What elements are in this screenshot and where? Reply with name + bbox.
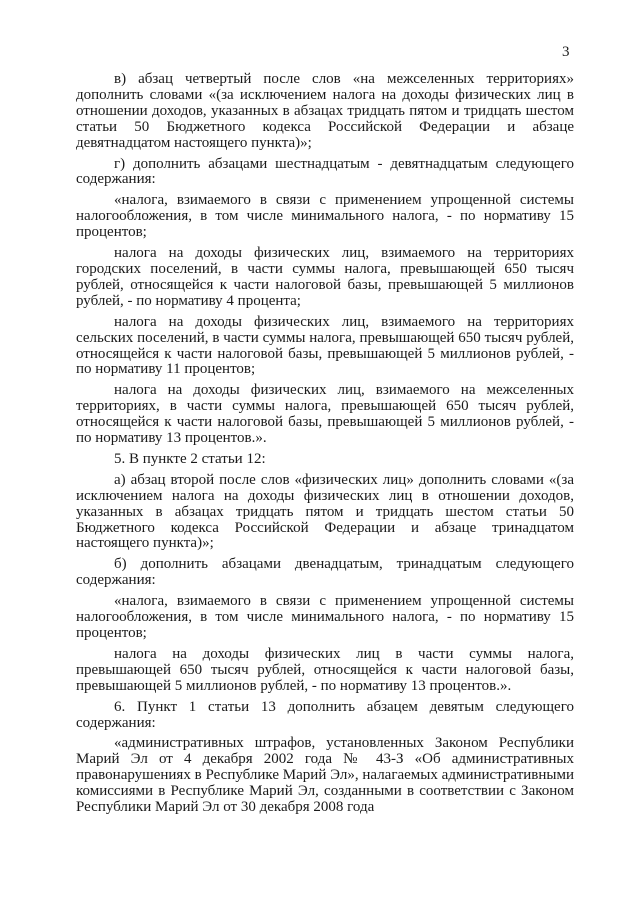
paragraph-usn-15: «налога, взимаемого в связи с применением упрощенной системы налогообложения, в том числе минимального налога, - по нормативу 15 процентов; <box>76 192 574 241</box>
paragraph-ndfl-urban: налога на доходы физических лиц, взимаемого на территориях городских поселений, в части суммы налога, превышающей 650 тысяч рублей, относящейся к части налоговой базы, превышающей 5 миллионов рублей, - по нормативу 4 процента; <box>76 245 574 309</box>
paragraph-5b: б) дополнить абзацами двенадцатым, тринадцатым следующего содержания: <box>76 556 574 589</box>
page-number: 3 <box>562 44 570 60</box>
paragraph-usn-15-b: «налога, взимаемого в связи с применением упрощенной системы налогообложения, в том числе минимального налога, - по нормативу 15 процентов; <box>76 593 574 641</box>
paragraph-admin-fines: «административных штрафов, установленных Законом Республики Марий Эл от 4 декабря 2002 года № 43-З «Об административных правонарушениях в Республике Марий Эл», налагаемых административными комиссиями в Республике Марий Эл, созданными в соответствии с Законом Республики Марий Эл от 30 декабря 2008 года <box>76 735 574 816</box>
paragraph-ndfl-13: налога на доходы физических лиц в части суммы налога, превышающей 650 тысяч рублей, относящейся к части налоговой базы, превышающей 5 миллионов рублей, - по нормативу 13 процентов.». <box>76 645 574 694</box>
document-body <box>76 72 574 816</box>
paragraph-3v: в) абзац четвертый после слов «на межселенных территориях» дополнить словами «(за исключением налога на доходы физических лиц в отношении доходов, указанных в абзацах тридцать пятом и тридцать шестом статьи 50 Бюджетного кодекса Российской Федерации и абзаце девятнадцатом настоящего пункта)»; <box>76 71 574 151</box>
paragraph-ndfl-intersettlement: налога на доходы физических лиц, взимаемого на межселенных территориях, в части суммы налога, превышающей 650 тысяч рублей, относящейся к части налоговой базы, превышающей 5 миллионов рублей, - по нормативу 13 процентов.». <box>76 382 574 447</box>
paragraph-3g: г) дополнить абзацами шестнадцатым - девятнадцатым следующего содержания: <box>76 155 574 188</box>
paragraph-item-6: 6. Пункт 1 статьи 13 дополнить абзацем девятым следующего содержания: <box>76 698 574 731</box>
paragraph-5a: а) абзац второй после слов «физических лиц» дополнить словами «(за исключением налога на доходы физических лиц в отношении доходов, указанных в абзацах тридцать пятом и тридцать шестом статьи 50 Бюджетного кодекса Российской Федерации и абзаце тринадцатом настоящего пункта)»; <box>76 471 574 552</box>
paragraph-item-5: 5. В пункте 2 статьи 12: <box>114 450 266 467</box>
paragraph-ndfl-rural: налога на доходы физических лиц, взимаемого на территориях сельских поселений, в части суммы налога, превышающей 650 тысяч рублей, относящейся к части налоговой базы, превышающей 5 миллионов рублей, - по нормативу 11 процентов; <box>76 313 574 378</box>
